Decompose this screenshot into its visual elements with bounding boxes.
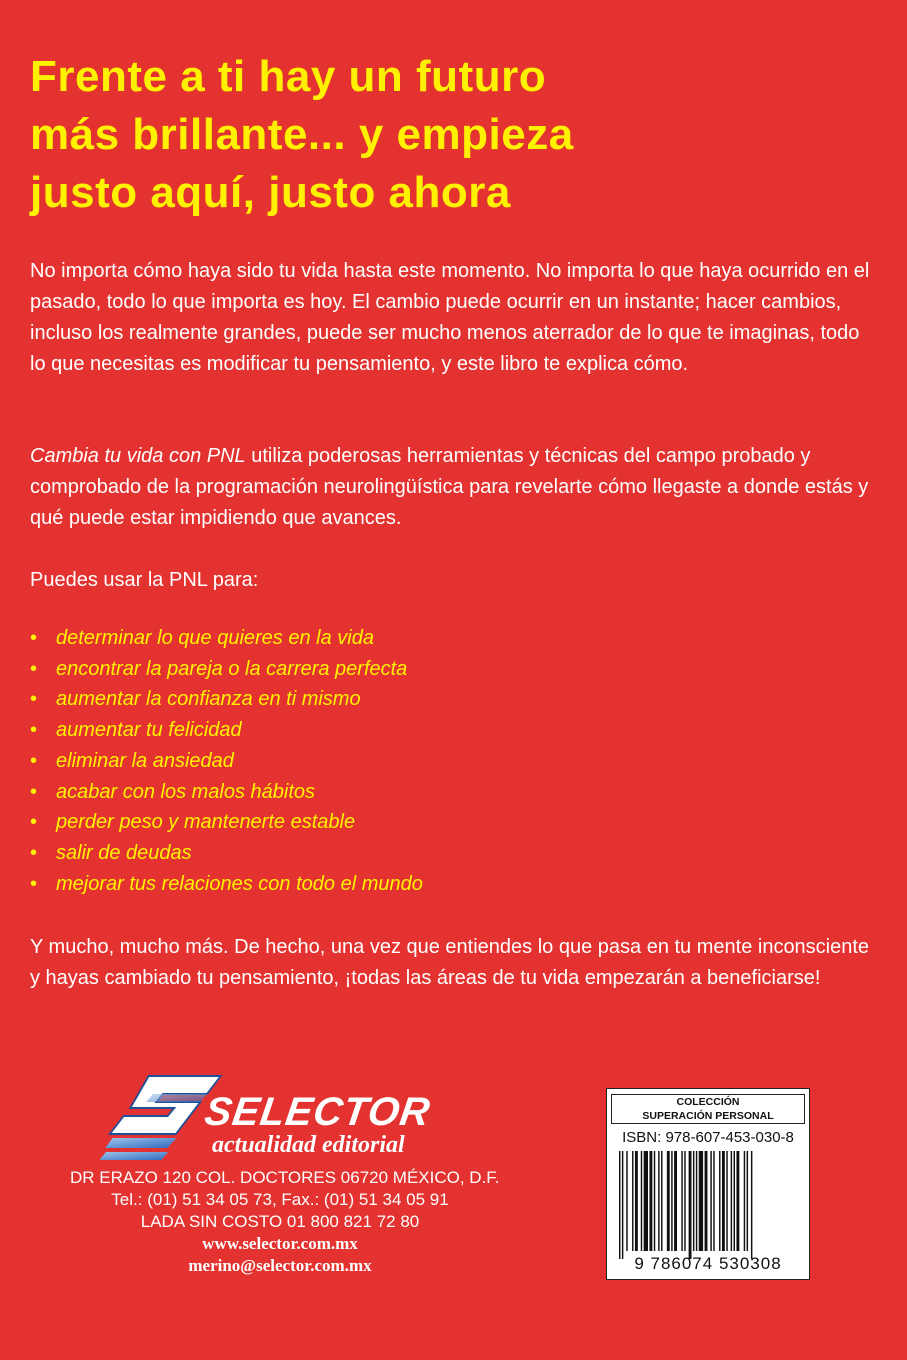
barcode-digits: 9 786074 530308 xyxy=(634,1254,782,1273)
bullet-icon: • xyxy=(30,811,38,834)
publisher-website: www.selector.com.mx xyxy=(202,1234,358,1253)
list-item: • mejorar tus relaciones con todo el mundo xyxy=(30,869,830,900)
headline-line-1: Frente a ti hay un futuro xyxy=(30,52,547,101)
collection-label: COLECCIÓN SUPERACIÓN PERSONAL xyxy=(611,1094,805,1124)
list-item: • salir de deudas xyxy=(30,838,830,869)
list-item: • eliminar la ansiedad xyxy=(30,746,830,777)
publisher-address: DR ERAZO 120 COL. DOCTORES 06720 MÉXICO, D.F. xyxy=(70,1168,500,1187)
bullet-icon: • xyxy=(30,688,38,711)
headline xyxy=(30,48,890,222)
publisher-phones: Tel.: (01) 51 34 05 73, Fax.: (01) 51 34 05 91 xyxy=(111,1190,449,1209)
list-item: • determinar lo que quieres en la vida xyxy=(30,623,830,654)
benefits-list xyxy=(30,623,830,899)
list-item: • aumentar la confianza en ti mismo xyxy=(30,684,830,715)
publisher-lada: LADA SIN COSTO 01 800 821 72 80 xyxy=(140,1212,420,1231)
list-item: • acabar con los malos hábitos xyxy=(30,777,830,808)
barcode-icon xyxy=(619,1151,797,1259)
bullet-icon: • xyxy=(30,780,38,803)
list-item: • perder peso y mantenerte estable xyxy=(30,807,830,838)
headline-line-3: justo aquí, justo ahora xyxy=(30,168,511,217)
intro-paragraph: No importa cómo haya sido tu vida hasta este momento. No importa lo que haya ocurrido en el pasado, todo lo que importa es hoy. El cambio puede ocurrir en un instante; hacer cambios, incluso los realmente grandes, puede ser mucho menos aterrador de lo que te imaginas, todo lo que necesitas es modificar tu pensamiento, y este libro te explica cómo. xyxy=(30,260,870,375)
list-item: • aumentar tu felicidad xyxy=(30,715,830,746)
bullet-icon: • xyxy=(30,872,38,895)
bullet-icon: • xyxy=(30,719,38,742)
publisher-tagline: actualidad editorial xyxy=(212,1132,405,1158)
bullet-icon: • xyxy=(30,841,38,864)
headline-line-2: más brillante... y empieza xyxy=(30,110,574,159)
book-description-paragraph xyxy=(30,441,880,534)
list-intro: Puedes usar la PNL para: xyxy=(30,569,259,591)
book-description-text: utiliza poderosas herramientas y técnicas del campo probado y comprobado de la programación neurolingüística para revelarte cómo llegaste a donde estás y qué puede estar impidiendo que avances. xyxy=(30,445,869,529)
bullet-icon: • xyxy=(30,627,38,649)
bullet-icon: • xyxy=(30,749,38,772)
book-title: Cambia tu vida con PNL xyxy=(30,445,246,467)
closing-paragraph: Y mucho, mucho más. De hecho, una vez que entiendes lo que pasa en tu mente inconsciente y hayas cambiado tu pensamiento, ¡todas las áreas de tu vida empezarán a beneficiarse! xyxy=(30,936,870,989)
bullet-icon: • xyxy=(30,657,38,680)
publisher-name: SELECTOR xyxy=(201,1090,434,1134)
isbn-label: ISBN: 978-607-453-030-8 xyxy=(622,1129,794,1146)
publisher-contact xyxy=(70,1167,500,1277)
publisher-email: merino@selector.com.mx xyxy=(188,1256,372,1275)
barcode-panel xyxy=(606,1088,810,1280)
list-item: • encontrar la pareja o la carrera perfecta xyxy=(30,654,830,685)
